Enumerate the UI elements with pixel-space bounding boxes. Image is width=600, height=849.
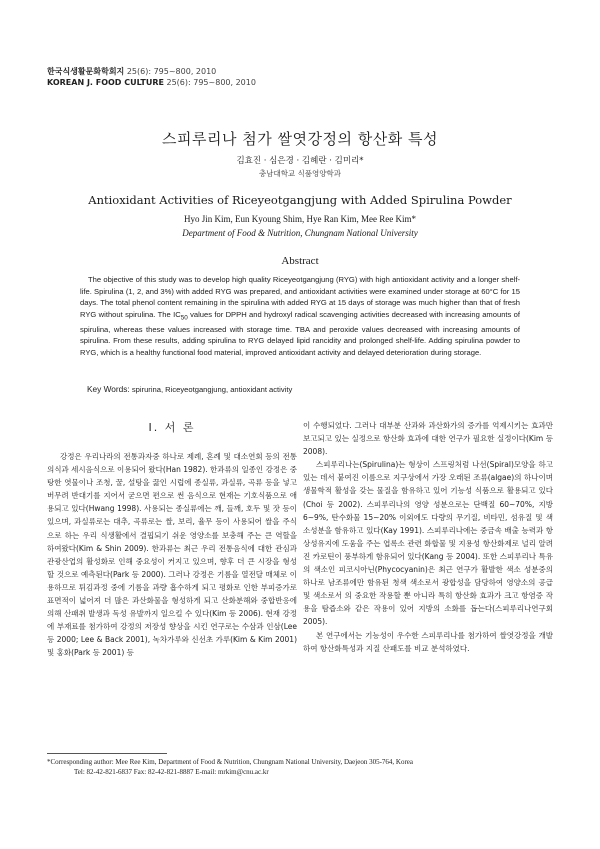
body-left-paragraph-1: 강정은 우리나라의 전통과자중 하나로 제례, 혼례 및 대소연회 등의 전통의식과 세시음식으로 이용되어 왔다(Han 1982). 한과류의 일종인 강정은 중탕한 엿물이나 조청, 꿀, 설탕을 끓인 시럽에 종실류, 과실류, 곡류 등을 넣고 버무려 반대기를 지어서 굳으면 편으로 썬 음식으로 현재는 기호식품으로 애용되고 있다(Hwang 1998). 사용되는 종실류에는 깨, 들깨, 호두 및 잣 등이 있으며, 과실류로는 대추, 곡류로는 쌀, 보리, 율무 등이 사용되어 쌀을 주식으로 하는 우리 식생활에서 결핍되기 쉬운 영양소를 보충해 주는 큰 역할을 하여왔다(Kim & Shin 2009). 한과류는 최근 우리 전통음식에 대한 관심과 관광산업의 활성화로 인해 중요성이 커지고 있으며, 향후 더 큰 시장을 형성 할 것으로 예측된다(Park 등 2000). 그러나 강정은 기름을 열전달 매체로 이용하므로 튀김과정 중에 기름을 과량 흡수하게 되고 평화로 인한 부피증가로 표면적이 넓어져 더 많은 과산화물을 형성하게 되고 산화분해와 중합반응에 의해 산패취 발생과 독성 유발까지 일으킬 수 있다(Kim 등 2006). 현재 강정에 부재료를 첨가하여 강정의 저장성 향상을 시킨 연구로는 수삼과 인삼(Lee 등 2000; Lee & Back 2001), 녹차가루와 신선초 가루(Kim & Kim 2001) 및 홍화(Park 등 2001) 등 xyxy=(47,452,297,658)
body-column-left xyxy=(47,420,297,660)
abstract-text xyxy=(80,274,520,358)
body-column-right xyxy=(303,419,553,655)
journal-ko-name: 한국식생활문화학회지 xyxy=(47,67,125,76)
keywords-text: spirurina, Riceyeotgangjung, antioxidant activity xyxy=(129,385,293,394)
footnote-divider xyxy=(47,753,167,754)
journal-en-line xyxy=(47,77,256,88)
section-heading-introduction: I. 서 론 xyxy=(148,421,196,434)
body-right-paragraph-2: 스피루리나는(Spirulina)는 형상이 스프링처럼 나선(Spiral)모양을 하고 있는 데서 붙여진 이름으로 지구상에서 가장 오래된 조류(algae)의 하나이며 생물학적 활성을 갖는 물질을 함유하고 있어 기능성 식품으로 활용되고 있다(Choi 등 2002). 스피루리나의 영양 성분으로는 단백질 60~70%, 지방 6~9%, 탄수화물 15~20% 이외에도 다량의 무기질, 비타민, 섬유질 및 색소성분을 함유하고 있다(Kay 1991). 스피루리나에는 중금속 배출 능력과 항상성유지에 도움을 주는 엽록소 관련 화합물 및 지용성 항산화제로 널리 알려진 카로틴이 풍부하게 함유되어 있다(Kang 등 2004). 또한 스피루리나 특유의 색소인 피코시아닌(Phycocyanin)은 최근 연구가 활발한 색소 성분중의 하나로 남조류에만 함유된 청색 색소로서 광합성을 담당하여 영양소의 공급 및 색소로서 의 중요한 작용할 뿐 아니라 특히 항산화 효과가 크고 항염증 작용을 탐즙소와 같은 작용이 있어 지방의 소화를 돕는다(스피루리나연구회 2005). xyxy=(303,460,553,627)
authors-korean: 김효진 · 심은경 · 김혜란 · 김미리* xyxy=(236,156,364,166)
footnote-line-2: Tel: 82-42-821-6837 Fax: 82-42-821-8887 E-mail: mrkim@cnu.ac.kr xyxy=(74,768,269,776)
footnote-line-1: *Corresponding author: Mee Ree Kim, Department of Food & Nutrition, Chungnam National University, Daejeon 305-764, Korea xyxy=(47,758,413,766)
title-english: Antioxidant Activities of Riceyeotgangjung with Added Spirulina Powder xyxy=(88,193,512,207)
abstract-part1: The objective of this study was to develop high quality Riceyeotgangjung (RYG) with high antioxidant activity and a longer shelf-life. Spirulina (1, 2, and 3%) with added RYG was prepared, and antioxidant activities were examined under storage at 60°C for 15 days. The total phenol content remaining in the spirulina with added RYG at 15 days of storage was much higher than that of fresh RYG without spirulina. The IC xyxy=(80,275,520,319)
abstract-heading: Abstract xyxy=(281,255,319,267)
keywords-label: Key Words: xyxy=(87,384,130,394)
journal-en-name: KOREAN J. FOOD CULTURE xyxy=(47,78,164,87)
body-right-paragraph-3: 본 연구에서는 기능성이 우수한 스피루리나를 첨가하여 쌀엿강정을 개발하여 항산화특성과 지질 산패도를 비교 분석하였다. xyxy=(303,630,553,653)
journal-en-pages: 25(6): 795~800, 2010 xyxy=(166,78,256,87)
abstract-subscript: 50 xyxy=(180,314,188,322)
affiliation-english: Department of Food & Nutrition, Chungnam National University xyxy=(182,228,418,238)
authors-english: Hyo Jin Kim, Eun Kyoung Shim, Hye Ran Kim, Mee Ree Kim* xyxy=(184,214,416,224)
footnote xyxy=(47,757,413,777)
journal-ko-pages: 25(6): 795~800, 2010 xyxy=(126,67,217,76)
keywords xyxy=(87,384,292,394)
affiliation-korean: 충남대학교 식품영양학과 xyxy=(258,169,342,178)
title-korean: 스피루리나 첨가 쌀엿강정의 항산화 특성 xyxy=(162,130,438,148)
journal-header xyxy=(47,66,256,88)
journal-ko-line xyxy=(47,66,256,77)
abstract-part2: values for DPPH and hydroxyl radical scavenging activities decreased with increasing amounts of spirulina, whereas these values increased with storage time. TBA and peroxide values decreased with increasing amounts of spirulina. From these results, adding spirulina to RYG delayed lipid rancidity and prolonged shelf-life. Adding spirulina powder to RYG, which is a healthy functional food material, improved antioxidant activity and delayed deterioration during storage. xyxy=(80,309,520,357)
body-right-paragraph-1: 이 수행되었다. 그러나 대부분 산과와 과산화가의 증가를 억제시키는 효과만 보고되고 있는 실정으로 항산화 효과에 대한 연구가 필요한 실정이다(Kim 등 2008). xyxy=(303,421,553,457)
